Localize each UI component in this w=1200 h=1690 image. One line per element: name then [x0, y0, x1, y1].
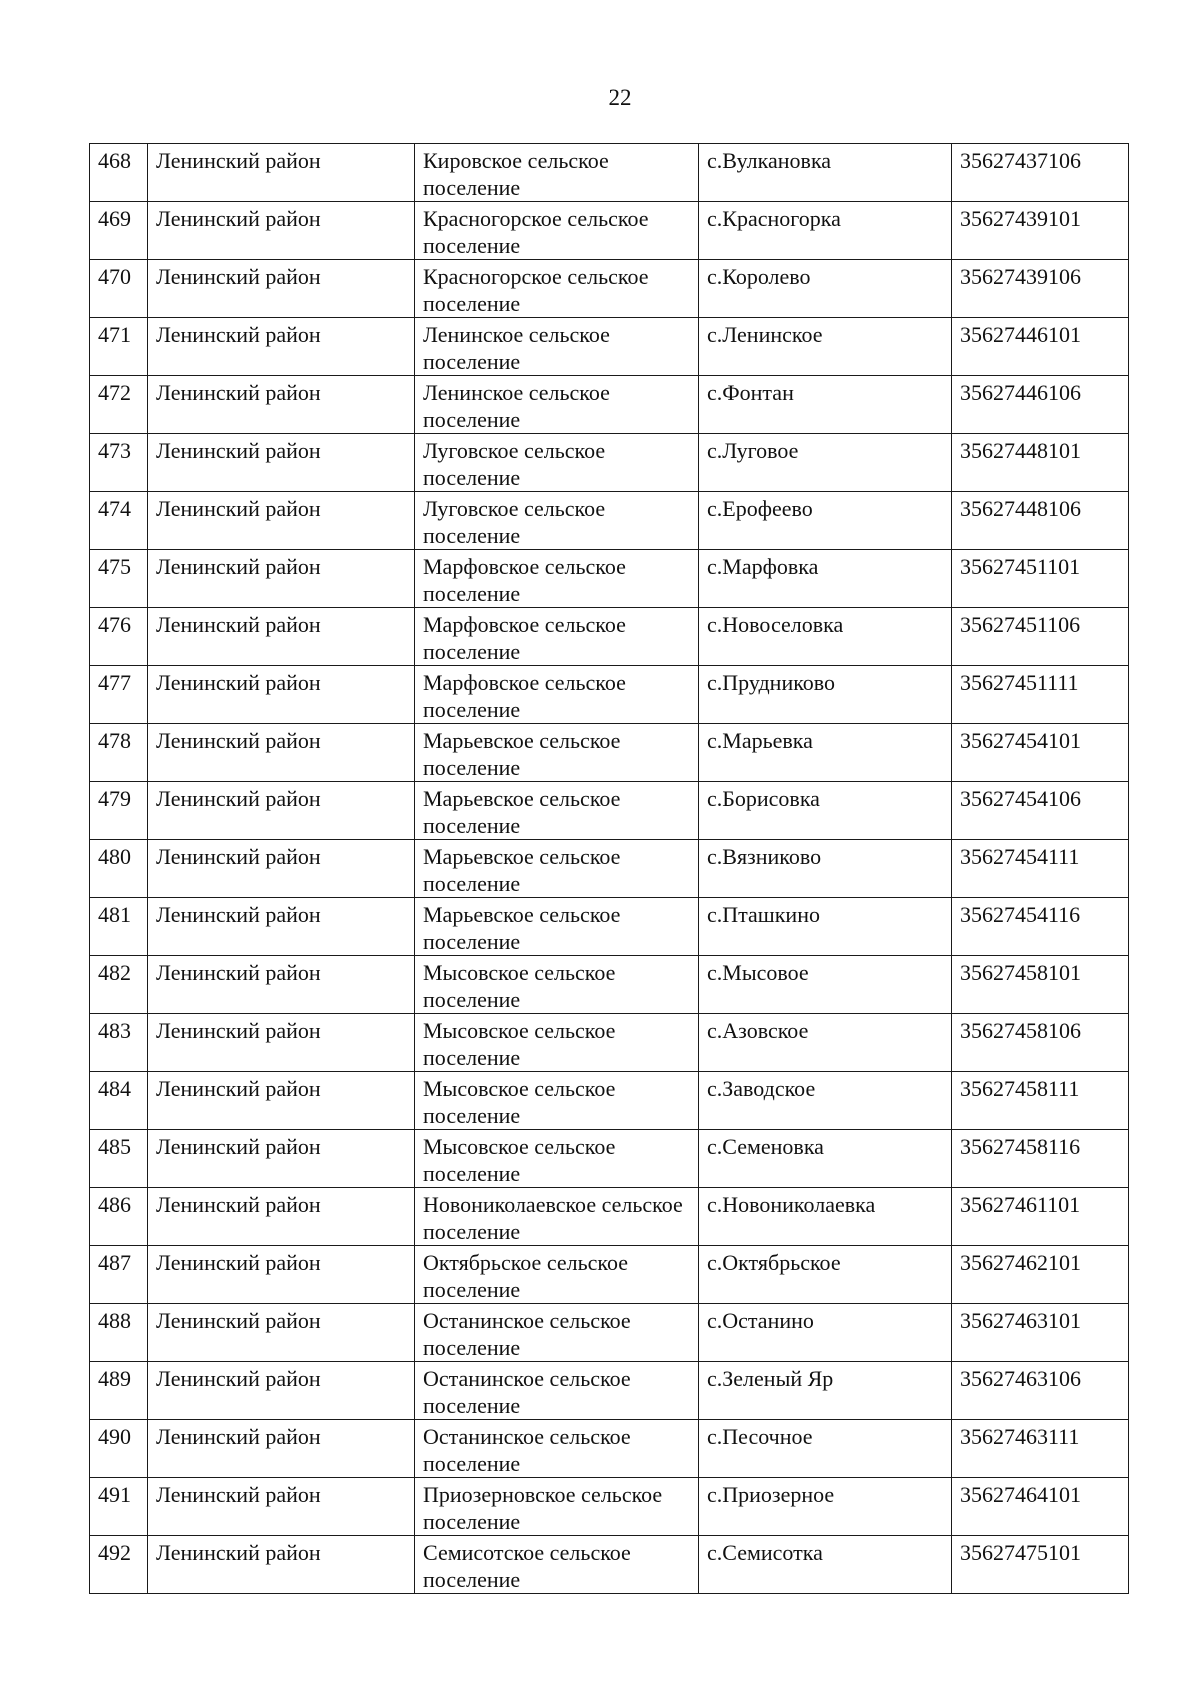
row-number-cell: 480 [90, 840, 148, 898]
settlement-cell: Красногорское сельское поселение [415, 260, 699, 318]
district-cell: Ленинский район [148, 666, 415, 724]
locality-cell: с.Азовское [699, 1014, 952, 1072]
row-number-cell: 477 [90, 666, 148, 724]
row-number-cell: 492 [90, 1536, 148, 1594]
district-cell: Ленинский район [148, 318, 415, 376]
oktmo-code-cell: 35627454111 [952, 840, 1129, 898]
table-row [90, 1304, 1129, 1362]
row-number-cell: 487 [90, 1246, 148, 1304]
row-number-cell: 490 [90, 1420, 148, 1478]
settlement-cell: Марфовское сельское поселение [415, 608, 699, 666]
row-number-cell: 475 [90, 550, 148, 608]
locality-cell: с.Песочное [699, 1420, 952, 1478]
settlement-cell: Останинское сельское поселение [415, 1420, 699, 1478]
table-row [90, 1072, 1129, 1130]
locality-cell: с.Ерофеево [699, 492, 952, 550]
locality-cell: с.Вязниково [699, 840, 952, 898]
table-row [90, 1362, 1129, 1420]
district-cell: Ленинский район [148, 1420, 415, 1478]
row-number-cell: 469 [90, 202, 148, 260]
oktmo-code-cell: 35627463106 [952, 1362, 1129, 1420]
row-number-cell: 470 [90, 260, 148, 318]
oktmo-code-cell: 35627454101 [952, 724, 1129, 782]
table-row [90, 492, 1129, 550]
district-cell: Ленинский район [148, 1478, 415, 1536]
district-cell: Ленинский район [148, 782, 415, 840]
locality-cell: с.Вулкановка [699, 144, 952, 202]
locality-cell: с.Прудниково [699, 666, 952, 724]
settlement-cell: Мысовское сельское поселение [415, 1072, 699, 1130]
locality-cell: с.Останино [699, 1304, 952, 1362]
oktmo-code-cell: 35627451106 [952, 608, 1129, 666]
locality-cell: с.Семеновка [699, 1130, 952, 1188]
district-cell: Ленинский район [148, 724, 415, 782]
table-row [90, 724, 1129, 782]
district-cell: Ленинский район [148, 1188, 415, 1246]
district-cell: Ленинский район [148, 840, 415, 898]
settlement-cell: Мысовское сельское поселение [415, 956, 699, 1014]
table-row [90, 550, 1129, 608]
row-number-cell: 468 [90, 144, 148, 202]
oktmo-code-cell: 35627439106 [952, 260, 1129, 318]
oktmo-code-cell: 35627464101 [952, 1478, 1129, 1536]
settlement-cell: Марфовское сельское поселение [415, 550, 699, 608]
row-number-cell: 486 [90, 1188, 148, 1246]
table-row [90, 840, 1129, 898]
oktmo-code-cell: 35627448101 [952, 434, 1129, 492]
settlement-cell: Ленинское сельское поселение [415, 376, 699, 434]
settlement-cell: Луговское сельское поселение [415, 434, 699, 492]
district-cell: Ленинский район [148, 434, 415, 492]
settlement-cell: Мысовское сельское поселение [415, 1014, 699, 1072]
row-number-cell: 471 [90, 318, 148, 376]
oktmo-code-cell: 35627458101 [952, 956, 1129, 1014]
oktmo-code-cell: 35627458111 [952, 1072, 1129, 1130]
table-row [90, 1536, 1129, 1594]
locality-cell: с.Зеленый Яр [699, 1362, 952, 1420]
settlement-cell: Марьевское сельское поселение [415, 840, 699, 898]
oktmo-code-cell: 35627448106 [952, 492, 1129, 550]
locality-cell: с.Фонтан [699, 376, 952, 434]
table-row [90, 782, 1129, 840]
table-row [90, 956, 1129, 1014]
table-row [90, 608, 1129, 666]
settlement-cell: Октябрьское сельское поселение [415, 1246, 699, 1304]
settlement-cell: Марьевское сельское поселение [415, 724, 699, 782]
oktmo-code-cell: 35627463111 [952, 1420, 1129, 1478]
settlement-cell: Марьевское сельское поселение [415, 782, 699, 840]
settlement-cell: Кировское сельское поселение [415, 144, 699, 202]
locality-cell: с.Семисотка [699, 1536, 952, 1594]
page-number: 22 [608, 85, 632, 110]
table-row [90, 260, 1129, 318]
row-number-cell: 488 [90, 1304, 148, 1362]
row-number-cell: 474 [90, 492, 148, 550]
row-number-cell: 479 [90, 782, 148, 840]
oktmo-code-cell: 35627463101 [952, 1304, 1129, 1362]
settlement-cell: Марьевское сельское поселение [415, 898, 699, 956]
settlement-cell: Луговское сельское поселение [415, 492, 699, 550]
oktmo-code-cell: 35627458106 [952, 1014, 1129, 1072]
oktmo-code-cell: 35627454106 [952, 782, 1129, 840]
oktmo-code-cell: 35627451111 [952, 666, 1129, 724]
table-row [90, 434, 1129, 492]
district-cell: Ленинский район [148, 1014, 415, 1072]
settlement-cell: Красногорское сельское поселение [415, 202, 699, 260]
district-cell: Ленинский район [148, 1246, 415, 1304]
settlement-cell: Останинское сельское поселение [415, 1304, 699, 1362]
table-body [90, 144, 1129, 1594]
settlement-cell: Ленинское сельское поселение [415, 318, 699, 376]
locality-cell: с.Заводское [699, 1072, 952, 1130]
settlement-cell: Останинское сельское поселение [415, 1362, 699, 1420]
district-cell: Ленинский район [148, 550, 415, 608]
table-row [90, 1478, 1129, 1536]
district-cell: Ленинский район [148, 1362, 415, 1420]
table-row [90, 1246, 1129, 1304]
row-number-cell: 491 [90, 1478, 148, 1536]
settlement-cell: Мысовское сельское поселение [415, 1130, 699, 1188]
oktmo-code-cell: 35627461101 [952, 1188, 1129, 1246]
locality-cell: с.Марьевка [699, 724, 952, 782]
locality-cell: с.Красногорка [699, 202, 952, 260]
table-row [90, 1014, 1129, 1072]
district-cell: Ленинский район [148, 608, 415, 666]
row-number-cell: 489 [90, 1362, 148, 1420]
district-cell: Ленинский район [148, 1130, 415, 1188]
row-number-cell: 476 [90, 608, 148, 666]
table-row [90, 666, 1129, 724]
oktmo-code-cell: 35627437106 [952, 144, 1129, 202]
settlements-table [89, 143, 1129, 1594]
row-number-cell: 472 [90, 376, 148, 434]
district-cell: Ленинский район [148, 898, 415, 956]
oktmo-code-cell: 35627462101 [952, 1246, 1129, 1304]
district-cell: Ленинский район [148, 1304, 415, 1362]
district-cell: Ленинский район [148, 260, 415, 318]
district-cell: Ленинский район [148, 144, 415, 202]
row-number-cell: 473 [90, 434, 148, 492]
locality-cell: с.Октябрьское [699, 1246, 952, 1304]
district-cell: Ленинский район [148, 492, 415, 550]
oktmo-code-cell: 35627451101 [952, 550, 1129, 608]
locality-cell: с.Новониколаевка [699, 1188, 952, 1246]
oktmo-code-cell: 35627439101 [952, 202, 1129, 260]
oktmo-code-cell: 35627446101 [952, 318, 1129, 376]
table-row [90, 1420, 1129, 1478]
oktmo-code-cell: 35627446106 [952, 376, 1129, 434]
locality-cell: с.Пташкино [699, 898, 952, 956]
table-row [90, 144, 1129, 202]
district-cell: Ленинский район [148, 956, 415, 1014]
row-number-cell: 482 [90, 956, 148, 1014]
row-number-cell: 484 [90, 1072, 148, 1130]
locality-cell: с.Луговое [699, 434, 952, 492]
oktmo-code-cell: 35627454116 [952, 898, 1129, 956]
table-row [90, 202, 1129, 260]
table-row [90, 318, 1129, 376]
table-row [90, 898, 1129, 956]
locality-cell: с.Королево [699, 260, 952, 318]
table-row [90, 1188, 1129, 1246]
row-number-cell: 478 [90, 724, 148, 782]
locality-cell: с.Мысовое [699, 956, 952, 1014]
locality-cell: с.Ленинское [699, 318, 952, 376]
oktmo-code-cell: 35627458116 [952, 1130, 1129, 1188]
locality-cell: с.Марфовка [699, 550, 952, 608]
locality-cell: с.Новоселовка [699, 608, 952, 666]
district-cell: Ленинский район [148, 1072, 415, 1130]
row-number-cell: 483 [90, 1014, 148, 1072]
locality-cell: с.Борисовка [699, 782, 952, 840]
settlement-cell: Марфовское сельское поселение [415, 666, 699, 724]
district-cell: Ленинский район [148, 376, 415, 434]
oktmo-code-cell: 35627475101 [952, 1536, 1129, 1594]
locality-cell: с.Приозерное [699, 1478, 952, 1536]
district-cell: Ленинский район [148, 1536, 415, 1594]
table-row [90, 1130, 1129, 1188]
settlement-cell: Семисотское сельское поселение [415, 1536, 699, 1594]
district-cell: Ленинский район [148, 202, 415, 260]
row-number-cell: 485 [90, 1130, 148, 1188]
row-number-cell: 481 [90, 898, 148, 956]
settlement-cell: Новониколаевское сельское поселение [415, 1188, 699, 1246]
table-row [90, 376, 1129, 434]
settlement-cell: Приозерновское сельское поселение [415, 1478, 699, 1536]
